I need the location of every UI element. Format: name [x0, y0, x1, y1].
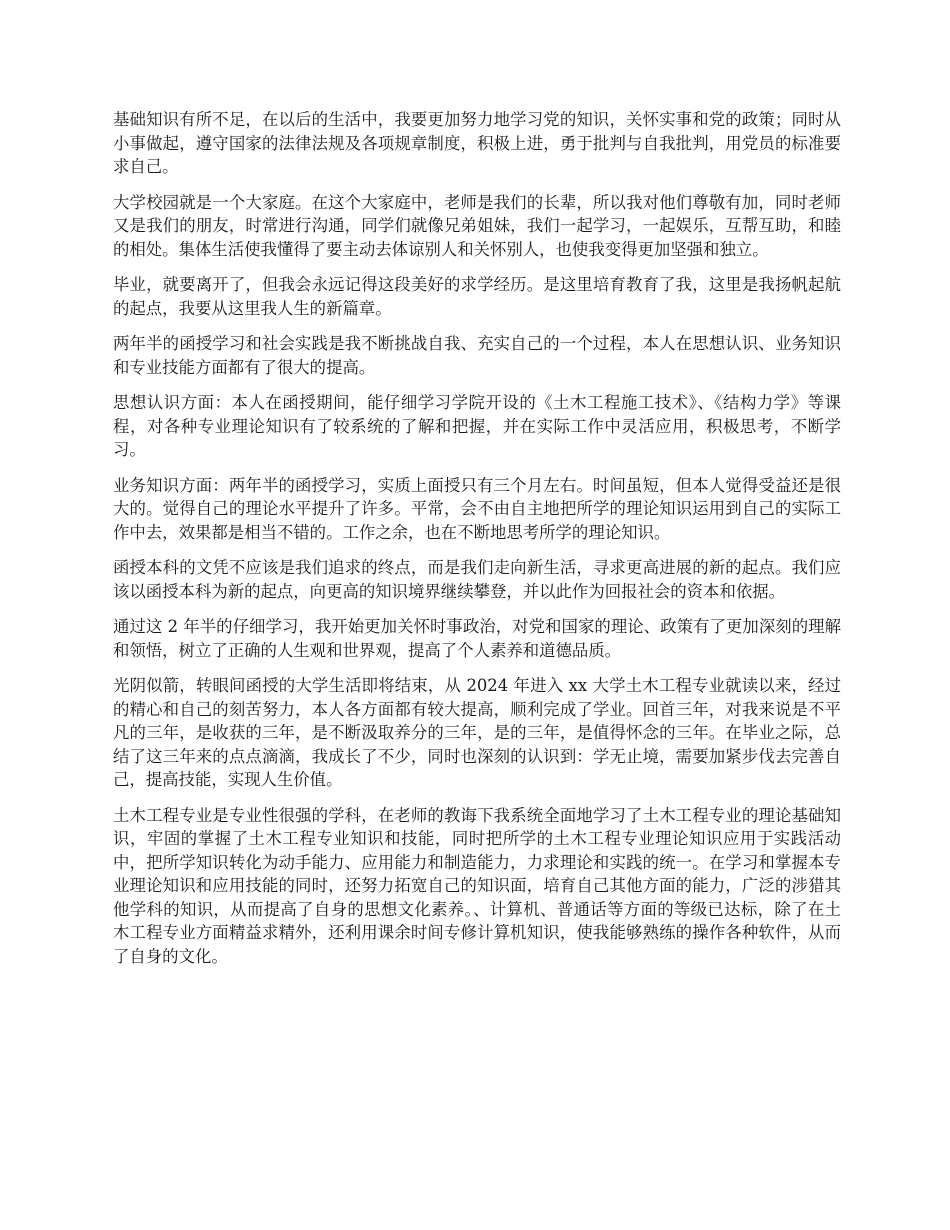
paragraph-10: 土木工程专业是专业性很强的学科，在老师的教诲下我系统全面地学习了土木工程专业的理论基础知识，牢固的掌握了土木工程专业知识和技能，同时把所学的土木工程专业理论知识应用于实践活动中，把所学知识转化为动手能力、应用能力和制造能力，力求理论和实践的统一。在学习和掌握本专业理论知识和应用技能的同时，还努力拓宽自己的知识面，培育自己其他方面的能力，广泛的涉猎其他学科的知识，从而提高了自身的思想文化素养。、计算机、普通话等方面的等级已达标，除了在土木工程专业方面精益求精外，还利用课余时间专修计算机知识，使我能够熟练的操作各种软件，从而了自身的文化。	[113, 805, 841, 966]
paragraph-5: 思想认识方面：本人在函授期间，能仔细学习学院开设的《土木工程施工技术》、《结构力学》等课程，对各种专业理论知识有了较系统的了解和把握，并在实际工作中灵活应用，积极思考，不断学习。	[113, 393, 841, 459]
paragraph-2: 大学校园就是一个大家庭。在这个大家庭中，老师是我们的长辈，所以我对他们尊敬有加，同时老师又是我们的朋友，时常进行沟通，同学们就像兄弟姐妹，我们一起学习，一起娱乐，互帮互助，和睦的相处。集体生活使我懂得了要主动去体谅别人和关怀别人，也使我变得更加坚强和独立。	[113, 192, 841, 259]
paragraph-6: 业务知识方面：两年半的函授学习，实质上面授只有三个月左右。时间虽短，但本人觉得受益还是很大的。觉得自己的理论水平提升了许多。平常，会不由自主地把所学的理论知识运用到自己的实际工作中去，效果都是相当不错的。工作之余，也在不断地思考所学的理论知识。	[113, 475, 841, 542]
paragraph-3: 毕业，就要离开了，但我会永远记得这段美好的求学经历。是这里培育教育了我，这里是我扬帆起航的起点，我要从这里我人生的新篇章。	[113, 275, 841, 318]
document-body	[113, 108, 841, 980]
paragraph-9: 光阴似箭，转眼间函授的大学生活即将结束，从 2024 年进入 xx 大学土木工程专业就读以来，经过的精心和自己的刻苦努力，本人各方面都有较大提高，顺利完成了学业。回首三年，对我来说是不平凡的三年，是收获的三年，是不断汲取养分的三年，是的三年，是值得怀念的三年。在毕业之际，总结了这三年来的点点滴滴，我成长了不少，同时也深刻的认识到：学无止境，需要加紧步伐去完善自己，提高技能，实现人生价值。	[113, 676, 841, 789]
paragraph-1: 基础知识有所不足，在以后的生活中，我要更加努力地学习党的知识，关怀实事和党的政策；同时从小事做起，遵守国家的法律法规及各项规章制度，积极上进，勇于批判与自我批判，用党员的标准要求自己。	[113, 110, 841, 176]
paragraph-4: 两年半的函授学习和社会实践是我不断挑战自我、充实自己的一个过程，本人在思想认识、业务知识和专业技能方面都有了很大的提高。	[113, 334, 841, 377]
paragraph-7: 函授本科的文凭不应该是我们追求的终点，而是我们走向新生活，寻求更高进展的新的起点。我们应该以函授本科为新的起点，向更高的知识境界继续攀登，并以此作为回报社会的资本和依据。	[113, 558, 841, 601]
paragraph-8: 通过这 2 年半的仔细学习，我开始更加关怀时事政治，对党和国家的理论、政策有了更加深刻的理解和领悟，树立了正确的人生观和世界观，提高了个人素养和道德品质。	[113, 617, 841, 660]
